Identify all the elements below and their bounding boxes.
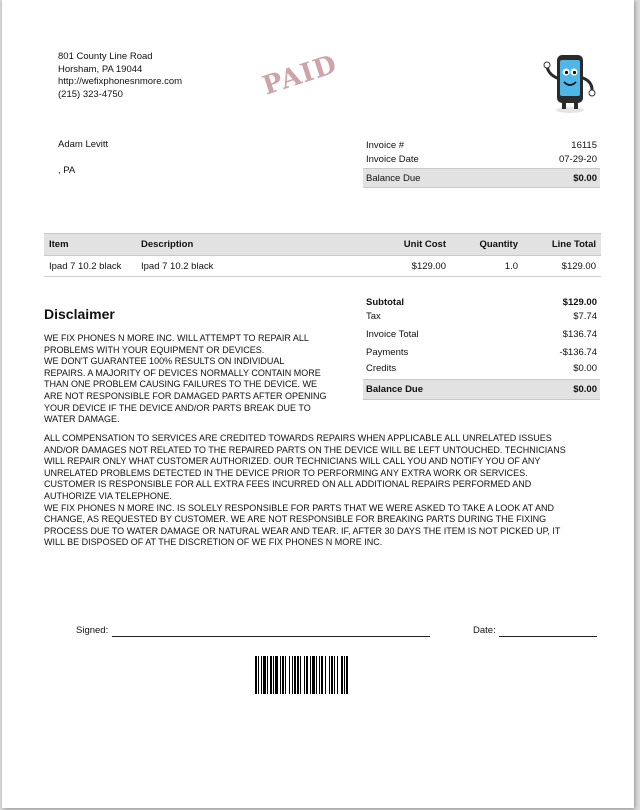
disclaimer-line: ALL COMPENSATION TO SERVICES ARE CREDITED TOWARDS REPAIRS WHEN APPLICABLE ALL UNRELATED ISSUES — [44, 433, 552, 443]
disclaimer-line: YOUR DEVICE IF THE DEVICE AND/OR PARTS BREAK DUE TO — [44, 402, 311, 413]
header-item: Item — [44, 234, 136, 256]
item-quantity: 1.0 — [451, 256, 523, 277]
header-quantity: Quantity — [451, 234, 523, 256]
company-phone: (215) 323-4750 — [58, 88, 123, 100]
company-website: http://wefixphonesnmore.com — [58, 76, 183, 87]
disclaimer-line: WE FIX PHONES N MORE INC. WILL ATTEMPT TO REPAIR ALL — [44, 333, 309, 343]
subtotal-row — [363, 296, 600, 309]
invoice-page — [2, 0, 634, 808]
items-header-row — [44, 234, 601, 256]
totals-block — [363, 296, 600, 400]
balance-due-value: $0.00 — [573, 172, 597, 184]
invoice-total-value: $136.74 — [562, 329, 597, 340]
disclaimer-line: WE DON'T GUARANTEE 100% RESULTS ON INDIVIDUAL — [44, 356, 285, 367]
subtotal-value: $129.00 — [562, 297, 597, 308]
disclaimer-line: WATER DAMAGE. — [44, 414, 120, 425]
signed-label: Signed: — [76, 625, 109, 636]
invoice-date-label: Invoice Date — [366, 153, 419, 165]
invoice-date-row — [363, 152, 600, 166]
items-table — [44, 233, 601, 277]
payments-row — [363, 344, 600, 360]
balance-due-label: Balance Due — [366, 172, 421, 184]
address-line-2: Horsham, PA 19044 — [58, 63, 143, 75]
invoice-total-row — [363, 325, 600, 344]
subtotal-label: Subtotal — [366, 297, 404, 308]
phone-mascot-icon — [543, 52, 597, 114]
disclaimer-line: ARE NOT RESPONSIBLE FOR DAMAGED PARTS AFTER OPENING — [44, 390, 327, 401]
tax-row — [363, 309, 600, 323]
disclaimer-line: UNRELATED PROBLEMS DETECTED IN THE DEVICE PRIOR TO PERFORMING ANY EXTRA WORK OR SERVICES. — [44, 467, 528, 478]
credits-value: $0.00 — [573, 363, 597, 374]
tax-value: $7.74 — [573, 310, 597, 322]
balance-due-row — [363, 168, 600, 188]
item-line-total: $129.00 — [523, 256, 601, 277]
totals-balance-row — [363, 379, 600, 400]
barcode-icon — [254, 656, 388, 694]
totals-balance-value: $0.00 — [573, 384, 597, 395]
customer-name: Adam Levitt — [58, 139, 109, 150]
item-description: Ipad 7 10.2 black — [136, 256, 351, 277]
date-line[interactable] — [499, 624, 597, 637]
invoice-number-label: Invoice # — [366, 139, 405, 151]
tax-label: Tax — [366, 310, 381, 322]
disclaimer-line: WILL REPAIR ONLY WHAT CUSTOMER AUTHORIZED. OUR TECHNICIANS WILL CALL YOU AND NOTIFY YOU OF ANY — [44, 456, 541, 467]
totals-balance-label: Balance Due — [366, 384, 424, 395]
customer-location: , PA — [58, 165, 76, 176]
disclaimer-line: AUTHORIZE VIA TELEPHONE. — [44, 490, 172, 501]
table-row — [44, 256, 601, 277]
disclaimer-line: WILL BE DISPOSED OF AT THE DISCRETION OF WE FIX PHONES N MORE INC. — [44, 537, 383, 548]
address-line-1: 801 County Line Road — [58, 51, 153, 62]
credits-label: Credits — [366, 363, 397, 374]
disclaimer-title: Disclaimer — [44, 306, 115, 322]
credits-row — [363, 360, 600, 377]
company-address — [58, 51, 182, 101]
disclaimer-text-narrow — [44, 333, 344, 426]
header-unit-cost: Unit Cost — [351, 234, 451, 256]
invoice-date: 07-29-20 — [558, 153, 597, 165]
signature-line[interactable] — [112, 624, 430, 637]
invoice-number-row — [363, 138, 600, 152]
disclaimer-text-wide — [44, 433, 604, 549]
disclaimer-line: PROCESS DUE TO WATER DAMAGE OR NATURAL WEAR AND TEAR. IF, AFTER 30 DAYS THE ITEM IS NOT PICKED UP, IT — [44, 525, 561, 536]
disclaimer-line: THAN ONE PROBLEM CAUSING FAILURES TO THE DEVICE. WE — [44, 379, 318, 390]
invoice-total-label: Invoice Total — [366, 329, 419, 340]
payments-value: -$136.74 — [559, 346, 597, 358]
payments-label: Payments — [366, 346, 409, 358]
disclaimer-line: CUSTOMER IS RESPONSIBLE FOR ALL EXTRA FEES INCURRED ON ALL ADDITIONAL REPAIRS PERFORMED AND — [44, 479, 532, 490]
disclaimer-line: WE FIX PHONES N MORE INC. IS SOLELY RESPONSIBLE FOR PARTS THAT WE WERE ASKED TO TAKE A LOOK AT AND — [44, 502, 554, 513]
header-line-total: Line Total — [523, 234, 601, 256]
disclaimer-line: REPAIRS. A MAJORITY OF DEVICES NORMALLY CONTAIN MORE — [44, 367, 321, 378]
item-name: Ipad 7 10.2 black — [44, 256, 136, 277]
invoice-number: 16115 — [571, 139, 597, 151]
date-label: Date: — [473, 625, 496, 636]
paid-stamp: PAID — [259, 49, 342, 102]
disclaimer-line: CHANGE, AS REQUESTED BY CUSTOMER. WE ARE NOT RESPONSIBLE FOR BREAKING PARTS DURING THE FIXING — [44, 514, 547, 525]
disclaimer-line: AND/OR DAMAGES NOT RELATED TO THE REPAIRED PARTS ON THE DEVICE WILL BE LEFT UNTOUCHED. TECHNICIANS — [44, 444, 566, 455]
disclaimer-line: PROBLEMS WITH YOUR EQUIPMENT OR DEVICES. — [44, 344, 265, 355]
item-unit-cost: $129.00 — [351, 256, 451, 277]
header-description: Description — [136, 234, 351, 256]
invoice-info — [363, 138, 600, 188]
